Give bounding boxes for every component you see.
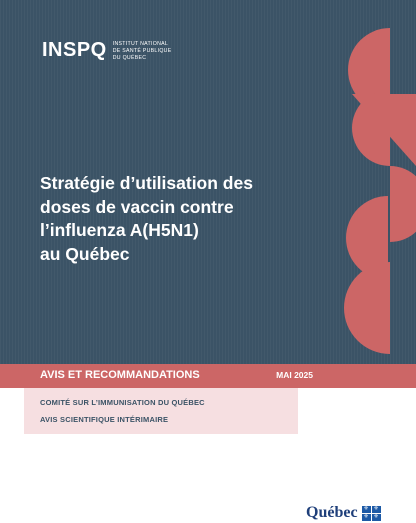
logo-wordmark: INSPQ	[42, 39, 107, 61]
logo-subtitle-line: INSTITUT NATIONAL	[112, 41, 169, 47]
quebec-logo	[306, 504, 381, 522]
decorative-shapes	[300, 0, 416, 364]
publication-date: MAI 2025	[276, 370, 313, 380]
subtitle-box	[24, 388, 298, 434]
document-type-label: AVIS ET RECOMMANDATIONS	[40, 369, 200, 381]
fleur-de-lis-flag-icon: ⚜ ⚜ ⚜ ⚜	[363, 505, 379, 520]
logo-subtitle-line: DE SANTÉ PUBLIQUE	[112, 48, 172, 54]
logo-subtitle-line: DU QUÉBEC	[112, 55, 147, 61]
title-line: l’influenza A(H5N1)	[40, 220, 199, 240]
advice-type: AVIS SCIENTIFIQUE INTÉRIMAIRE	[40, 415, 169, 424]
title-line: doses de vaccin contre	[40, 196, 234, 217]
decor-circle-bottom	[344, 262, 390, 354]
document-type-band	[0, 364, 416, 388]
inspq-logo	[42, 40, 171, 62]
logo-subtitle	[113, 41, 172, 62]
quebec-wordmark: Québec	[306, 504, 358, 521]
title-line: au Québec	[40, 243, 130, 264]
title-line: Stratégie d’utilisation des	[40, 173, 253, 193]
decor-circle-lower	[390, 166, 416, 242]
committee-name: COMITÉ SUR L’IMMUNISATION DU QUÉBEC	[40, 398, 205, 407]
document-title	[40, 172, 280, 266]
